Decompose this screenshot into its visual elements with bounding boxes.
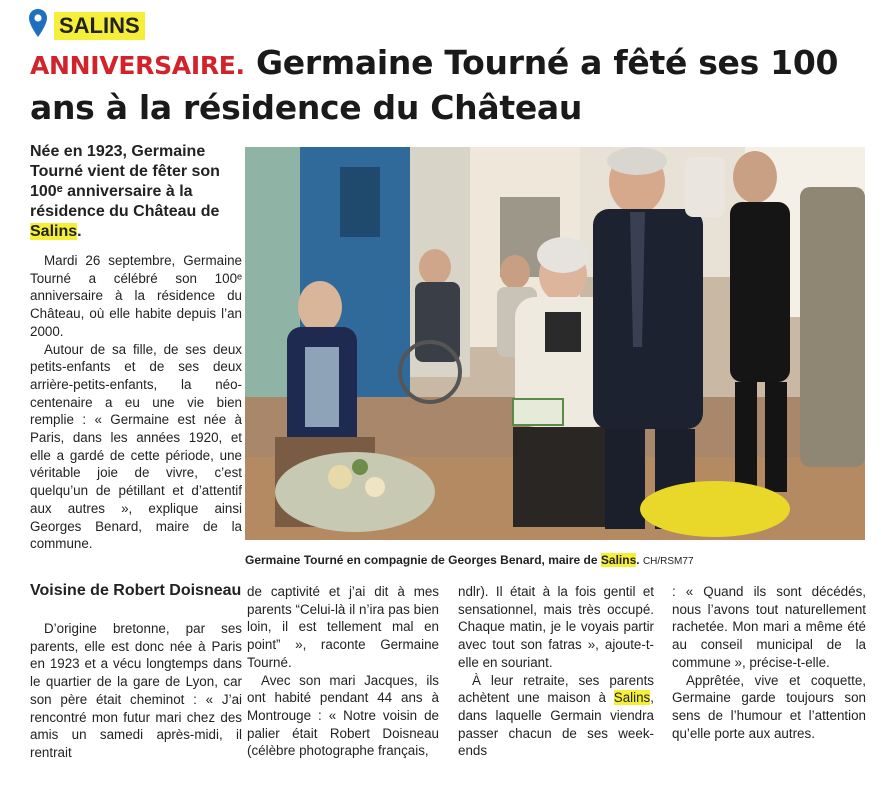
section-column-3 <box>458 583 654 760</box>
page-title <box>30 42 870 129</box>
paragraph-text: À leur retraite, ses parents achètent une maison à <box>458 672 654 706</box>
caption-highlight: Salins <box>600 553 637 567</box>
section-paragraph: Apprêtée, vive et coquette, Germaine garde toujours son sens de l’humour et l’attention qu’elle porte aux autres. <box>672 672 866 741</box>
section-paragraph: D’origine bretonne, par ses parents, elle est donc née à Paris en 1923 et a vécu longtemps dans le quartier de la gare de Lyon, car son père était cheminot : « J’ai rencontré mon futur mari chez des amis un samedi après-midi, il rentrait <box>30 621 242 760</box>
standfirst-end: . <box>77 223 82 240</box>
section-paragraph: de captivité et j’ai dit à mes parents “Celui-là il n’ira pas bien loin, il est tellement mal en point” », raconte Germaine Tourné. <box>247 584 439 670</box>
section-column-2 <box>247 583 439 760</box>
section-column-4 <box>672 583 866 742</box>
photo-credit: CH/RSM77 <box>642 556 694 567</box>
intro-paragraph-1: Mardi 26 septembre, Germaine Tourné a célébré son 100ᵉ anniversaire à la résidence du Château, où elle habite depuis l’an 2000. <box>30 253 242 339</box>
section-column-1 <box>30 620 242 762</box>
article-photo <box>245 147 865 540</box>
article-intro-column <box>30 252 242 553</box>
location-label: SALINS <box>54 12 145 40</box>
paragraph-highlight: Salins <box>613 690 651 706</box>
headline-kicker: ANNIVERSAIRE. <box>30 51 245 80</box>
photo-caption <box>245 552 865 570</box>
standfirst-text: Née en 1923, Germaine Tourné vient de fêter son 100ᵉ anniversaire à la résidence du Château de <box>30 143 220 220</box>
section-paragraph: : « Quand ils sont décédés, nous l’avons tout naturellement rachetée. Mon mari a même été au conseil municipal de la commune », précise-t-elle. <box>672 584 866 670</box>
section-subhead: Voisine de Robert Doisneau <box>30 582 242 599</box>
section-paragraph: Avec son mari Jacques, ils ont habité pendant 44 ans à Montrouge : « Notre voisin de palier était Robert Doisneau (célèbre photographe français, <box>247 672 439 759</box>
standfirst-highlight: Salins <box>30 223 78 240</box>
location-pin-icon <box>28 8 48 38</box>
caption-text: Germaine Tourné en compagnie de Georges Benard, maire de <box>245 553 601 567</box>
section-paragraph <box>458 672 654 761</box>
section-paragraph: ndlr). Il était à la fois gentil et sensationnel, mais très occupé. Chaque matin, je le voyais partir avec tout son fatras », ajoute-t-elle en souriant. <box>458 584 654 670</box>
article-standfirst <box>30 142 240 242</box>
intro-paragraph-2: Autour de sa fille, de ses deux petits-enfants et de ses deux arrière-petits-enfants, la néo-centenaire a eu une vie bien remplie : « Germaine est née à Paris, dans les années 1920, et elle a gardé de cette période, une véritable joie de vivre, c’est quelqu’un de pétillant et d’attentif aux autres », explique ainsi Georges Benard, maire de la commune. <box>30 341 242 552</box>
headline-text: Germaine Tourné a fêté ses 100 ans à la résidence du Château <box>30 43 839 127</box>
caption-end: . <box>636 553 640 567</box>
paragraph-text-end: , dans laquelle Germain viendra passer chacun de ses week-ends <box>458 690 654 759</box>
